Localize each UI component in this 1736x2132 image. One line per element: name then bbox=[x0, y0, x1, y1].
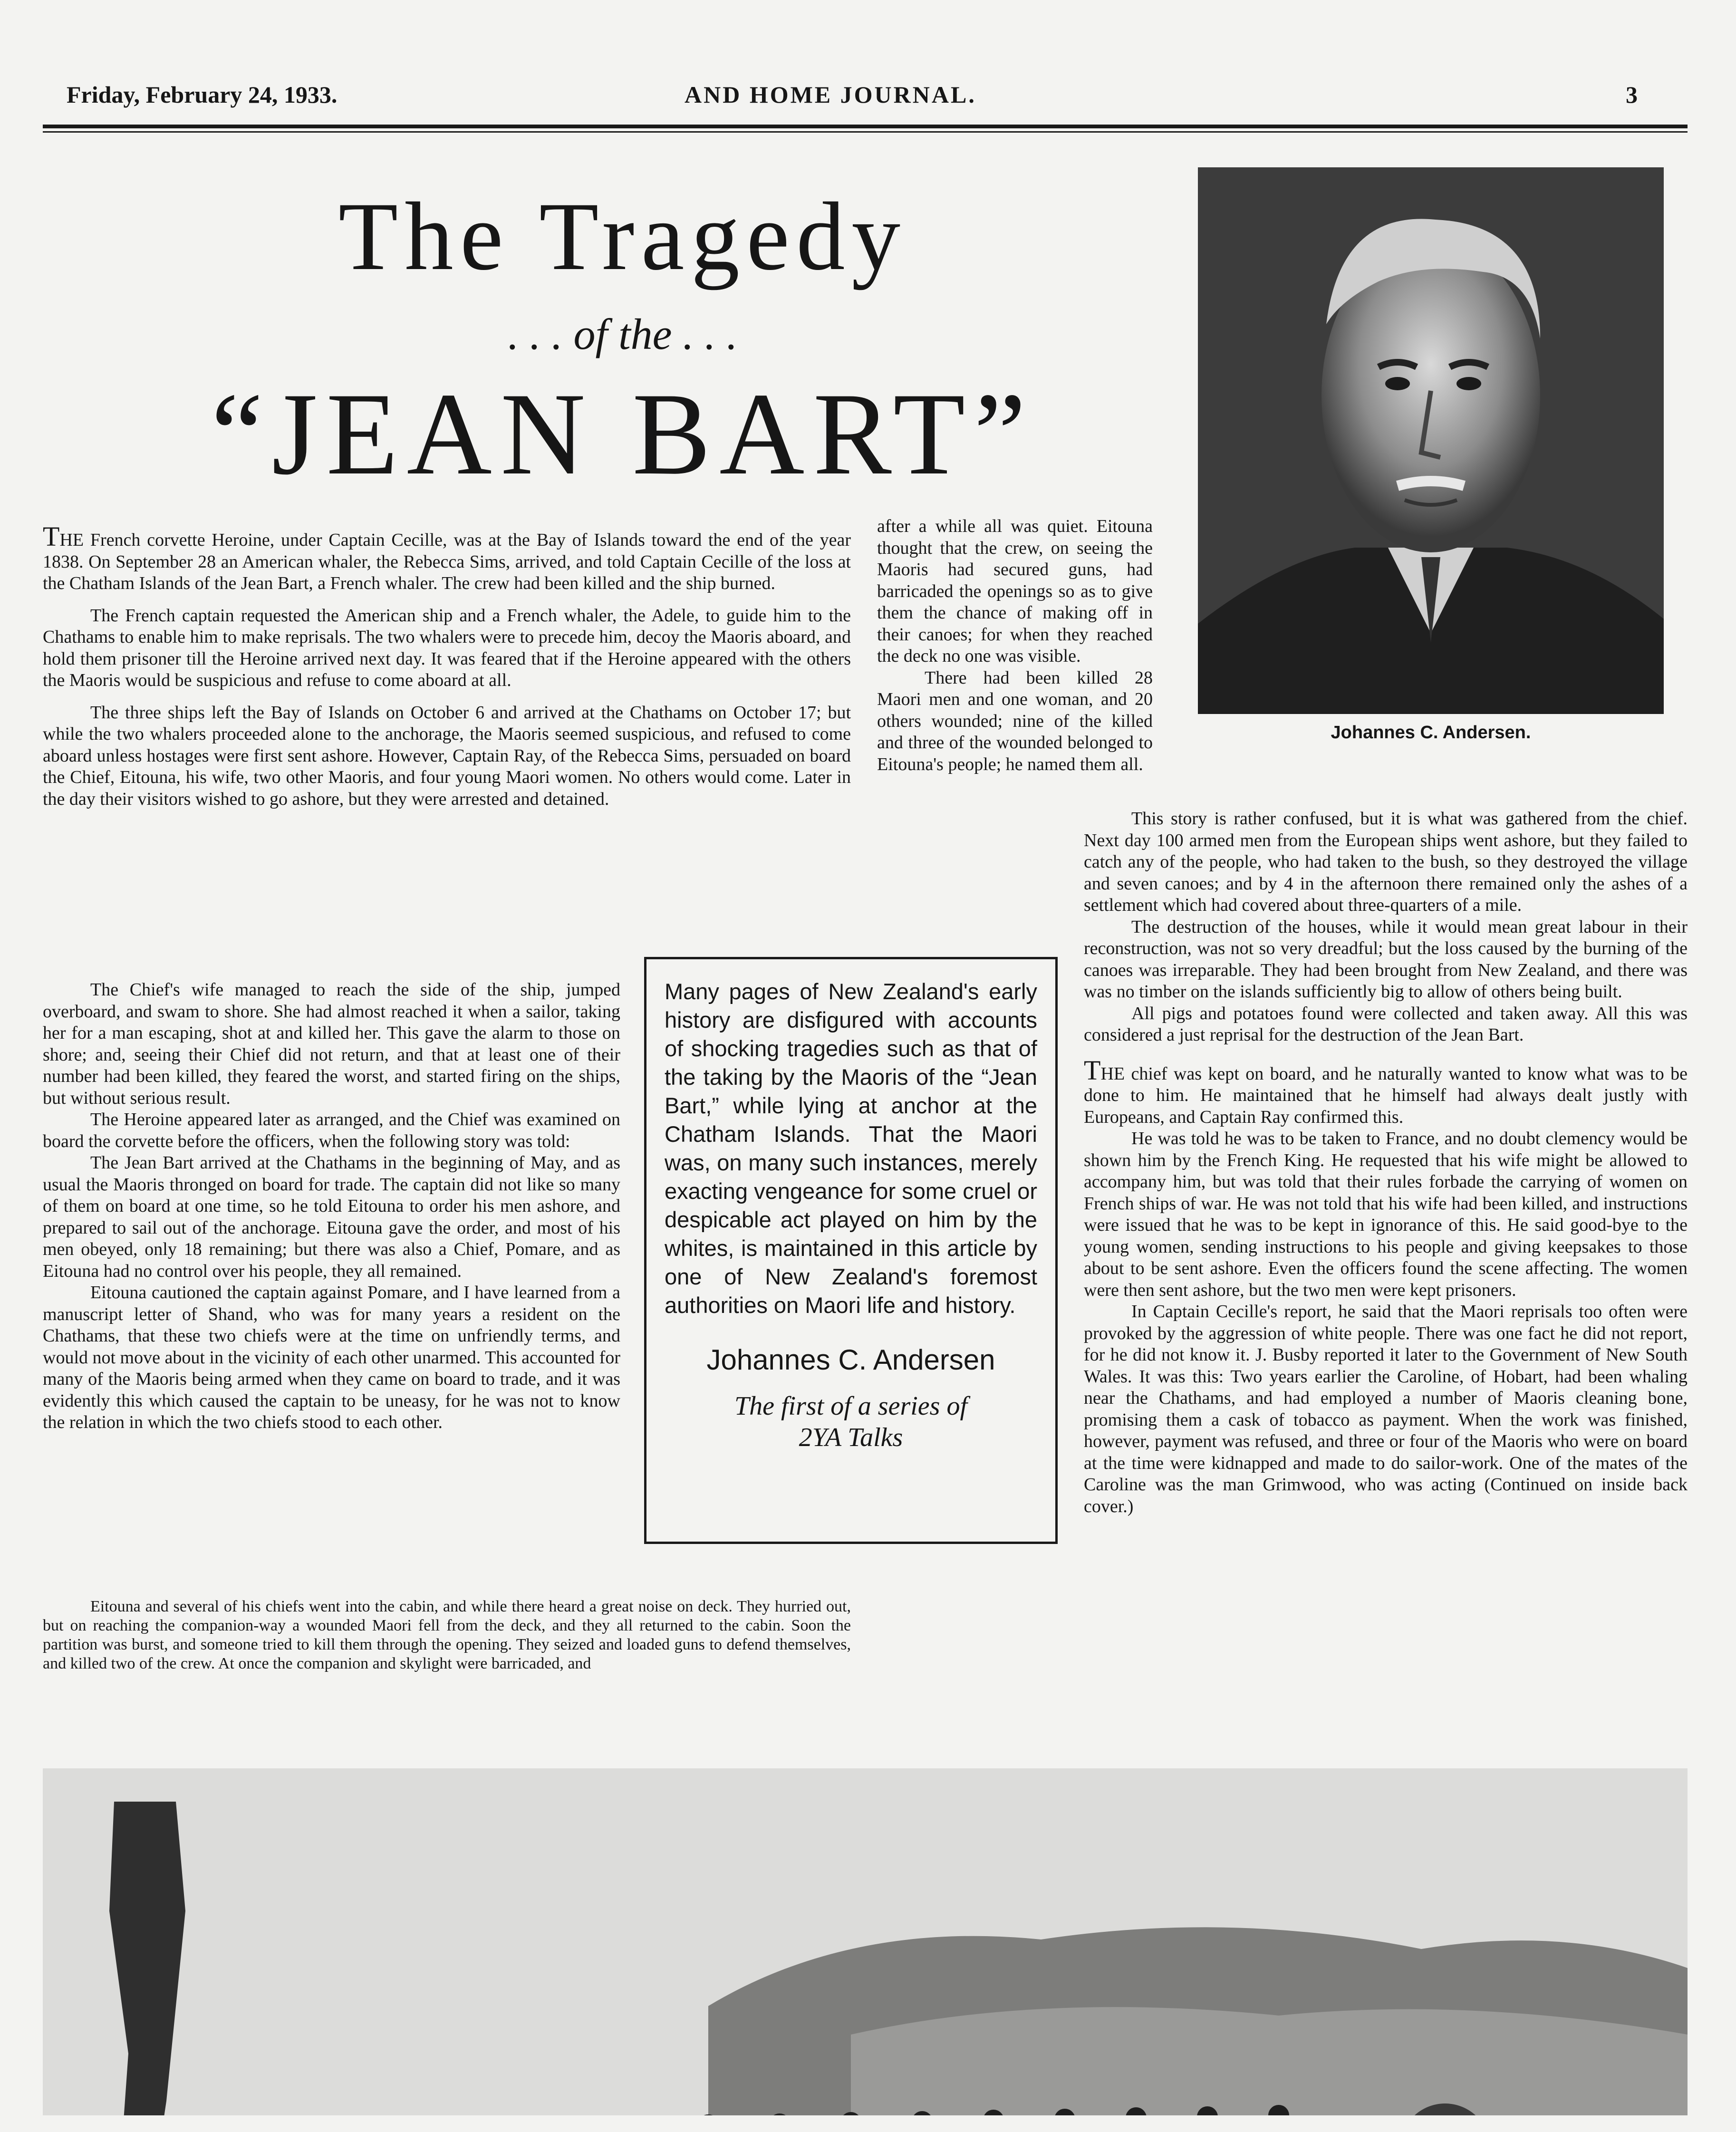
issue-date: Friday, February 24, 1933. bbox=[67, 81, 338, 108]
page-number: 3 bbox=[1626, 81, 1638, 108]
war-canoe-illustration bbox=[43, 1768, 1688, 2115]
journal-name: AND HOME JOURNAL. bbox=[685, 81, 976, 108]
paragraph: This story is rather confused, but it is what was gathered from the chief. Next day 100 armed men from the European ships went ashore, but they failed to catch any of the people, who had taken to the bush, so they destroyed the village and seven canoes; and by 4 in the afternoon there remained only the ashes of a settlement which had covered about three-quarters of a mile. bbox=[1084, 809, 1688, 915]
article-column-middle bbox=[877, 516, 1153, 775]
paragraph: The Heroine appeared later as arranged, and the Chief was examined on board the corvette before the officers, when the following story was told: bbox=[43, 1109, 620, 1151]
paragraph: He was told he was to be taken to France, and no doubt clemency would be shown him by the French King. He requested that his wife might be allowed to accompany him, but was told that their rules forbade the carrying of women on French ships of war. He was not told that his wife had been killed, and instructions were issued that he was to be kept in ignorance of this. He said good-bye to the young women, sending instructions to his people and giving keepsakes to those about to be sent ashore. Even the officers found the scene affecting. The women were then sent ashore, but the two men were kept prisoners. bbox=[1084, 1129, 1688, 1300]
drop-cap: T bbox=[1084, 1054, 1101, 1086]
portrait-photo bbox=[1198, 167, 1664, 714]
drop-cap: T bbox=[43, 521, 60, 552]
photo-caption: Johannes C. Andersen. bbox=[1331, 723, 1531, 743]
paragraph: THE French corvette Heroine, under Captain Cecille, was at the Bay of Islands toward the end of the year 1838. On September 28 an American whaler, the Rebecca Sims, arrived, and told Captain Cecille of the loss at the Chatham Islands of the Jean Bart, a French whaler. The crew had been killed and the ship burned. bbox=[43, 521, 851, 593]
article-column-bottom bbox=[43, 1597, 851, 1673]
paragraph: THE chief was kept on board, and he naturally wanted to know what was to be done to him. He maintained that he himself had always dealt justly with Europeans, and Captain Ray confirmed this. bbox=[1084, 1054, 1688, 1127]
sidebar-note bbox=[665, 1390, 1037, 1453]
paragraph: Eitouna cautioned the captain against Pomare, and I have learned from a manuscript letter of Shand, who was for many years a resident on the Chathams, that these two chiefs were at the time on unfriendly terms, and would not move about in the vicinity of each other unarmed. This accounted for many of the Maoris being armed when they came on board to trade, and it was evidently this which caused the captain to be uneasy, for he was not to know the relation in which the two chiefs stood to each other. bbox=[43, 1283, 620, 1432]
sidebar-note-line-2: 2YA Talks bbox=[799, 1423, 903, 1452]
article-column-left-narrow bbox=[43, 979, 620, 1434]
paragraph: after a while all was quiet. Eitouna thought that the crew, on seeing the Maoris had secured guns, had barricaded the openings so as to give them the chance of making off in their canoes; for when they reached the deck no one was visible. bbox=[877, 516, 1153, 666]
paragraph: The Chief's wife managed to reach the side of the ship, jumped overboard, and swam to shore. She had almost reached it when a sailor, taking her for a man escaping, shot at and killed her. This gave the alarm to those on shore; and, seeing their Chief did not return, and that at least one of their number had been killed, they feared the worst, and started firing on the ships, but without serious result. bbox=[43, 980, 620, 1108]
paragraph: There had been killed 28 Maori men and one woman, and 20 others wounded; nine of the killed and three of the wounded belonged to Eitouna's people; he named them all. bbox=[877, 667, 1153, 774]
war-canoe-photo bbox=[43, 1768, 1688, 2115]
paragraph: All pigs and potatoes found were collected and taken away. All this was considered a just reprisal for the destruction of the Jean Bart. bbox=[1084, 1003, 1688, 1045]
paragraph: Eitouna and several of his chiefs went into the cabin, and while there heard a great noise on deck. They hurried out, but on reaching the companion-way a wounded Maori fell from the deck, and they all returned to the cabin. Soon the partition was burst, and someone tried to kill them through the opening. They seized and loaded guns to defend themselves, and killed two of the crew. At once the companion and skylight were barricaded, and bbox=[43, 1598, 851, 1672]
headline: The Tragedy bbox=[338, 183, 907, 290]
paragraph: The three ships left the Bay of Islands on October 6 and arrived at the Chathams on October 17; but while the two whalers proceeded alone to the anchorage, the Maoris seemed suspicious, and refused to come aboard unless hostages were first sent ashore. However, Captain Ray, of the Rebecca Sims, persuaded on board the Chief, Eitouna, his wife, two other Maoris, and four young Maori women. No others would come. Later in the day their visitors wished to go ashore, but they were arrested and detained. bbox=[43, 702, 851, 809]
sidebar-note-line-1: The first of a series of bbox=[734, 1391, 968, 1421]
paragraph: The destruction of the houses, while it would mean great labour in their reconstruction, was not so very dreadful; but the loss caused by the burning of the canoes was irreparable. They had been brought from New Zealand, and there was was no timber on the islands sufficiently big to allow of others being built. bbox=[1084, 916, 1688, 1002]
sidebar-text: Many pages of New Zealand's early history are disfigured with accounts of shocking tragedies such as that of the taking by the Maoris of the “Jean Bart,” while lying at anchor at the Chatham Islands. That the Maori was, on many such instances, merely exacting vengeance for some cruel or despicable act played on him by the whites, is maintained in this article by one of New Zealand's foremost authorities on Maori life and history. bbox=[665, 979, 1037, 1318]
paragraph: The French captain requested the American ship and a French whaler, the Adele, to guide him to the Chathams to enable him to make reprisals. The two whalers were to precede him, decoy the Maoris aboard, and hold them prisoner till the Heroine arrived next day. It was feared that if the Heroine appeared with the others the Maoris would be suspicious and refuse to come aboard at all. bbox=[43, 605, 851, 690]
headline-ship-name: “JEAN BART” bbox=[211, 368, 1035, 499]
paragraph: The Jean Bart arrived at the Chathams in the beginning of May, and as usual the Maoris thronged on board for trade. The captain did not like so many of them on board at one time, so he told Eitouna to order his men ashore, and prepared to sail out of the anchorage. Eitouna gave the order, and most of his men obeyed, only 18 remaining; but there was also a Chief, Pomare, and as Eitouna had no control over his people, they all remained. bbox=[43, 1153, 620, 1281]
headline-of-the: . . . of the . . . bbox=[508, 310, 738, 358]
article-column-left-top bbox=[43, 523, 851, 810]
header-rule-thin bbox=[43, 131, 1688, 133]
sidebar-author: Johannes C. Andersen bbox=[706, 1344, 995, 1376]
header-rule bbox=[43, 125, 1688, 128]
paragraph: In Captain Cecille's report, he said that the Maori reprisals too often were provoked by the aggression of white people. There was one fact he did not report, for he did not know it. J. Busby reported it later to the Government of New South Wales. It was this: Two years earlier the Caroline, of Hobart, had been whaling near the Chathams, and had employed a number of Maoris cleaning bone, promising them a cask of tobacco as payment. When the work was finished, however, payment was refused, and three or four of the Maoris who were on board at the time were kidnapped and made to do sailor-work. One of the mates of the Caroline was the man Grimwood, who was acting (Continued on inside back cover.) bbox=[1084, 1302, 1688, 1516]
intro-sidebar-box bbox=[644, 957, 1058, 1544]
article-column-right bbox=[1084, 808, 1688, 1517]
portrait-illustration bbox=[1198, 167, 1664, 714]
